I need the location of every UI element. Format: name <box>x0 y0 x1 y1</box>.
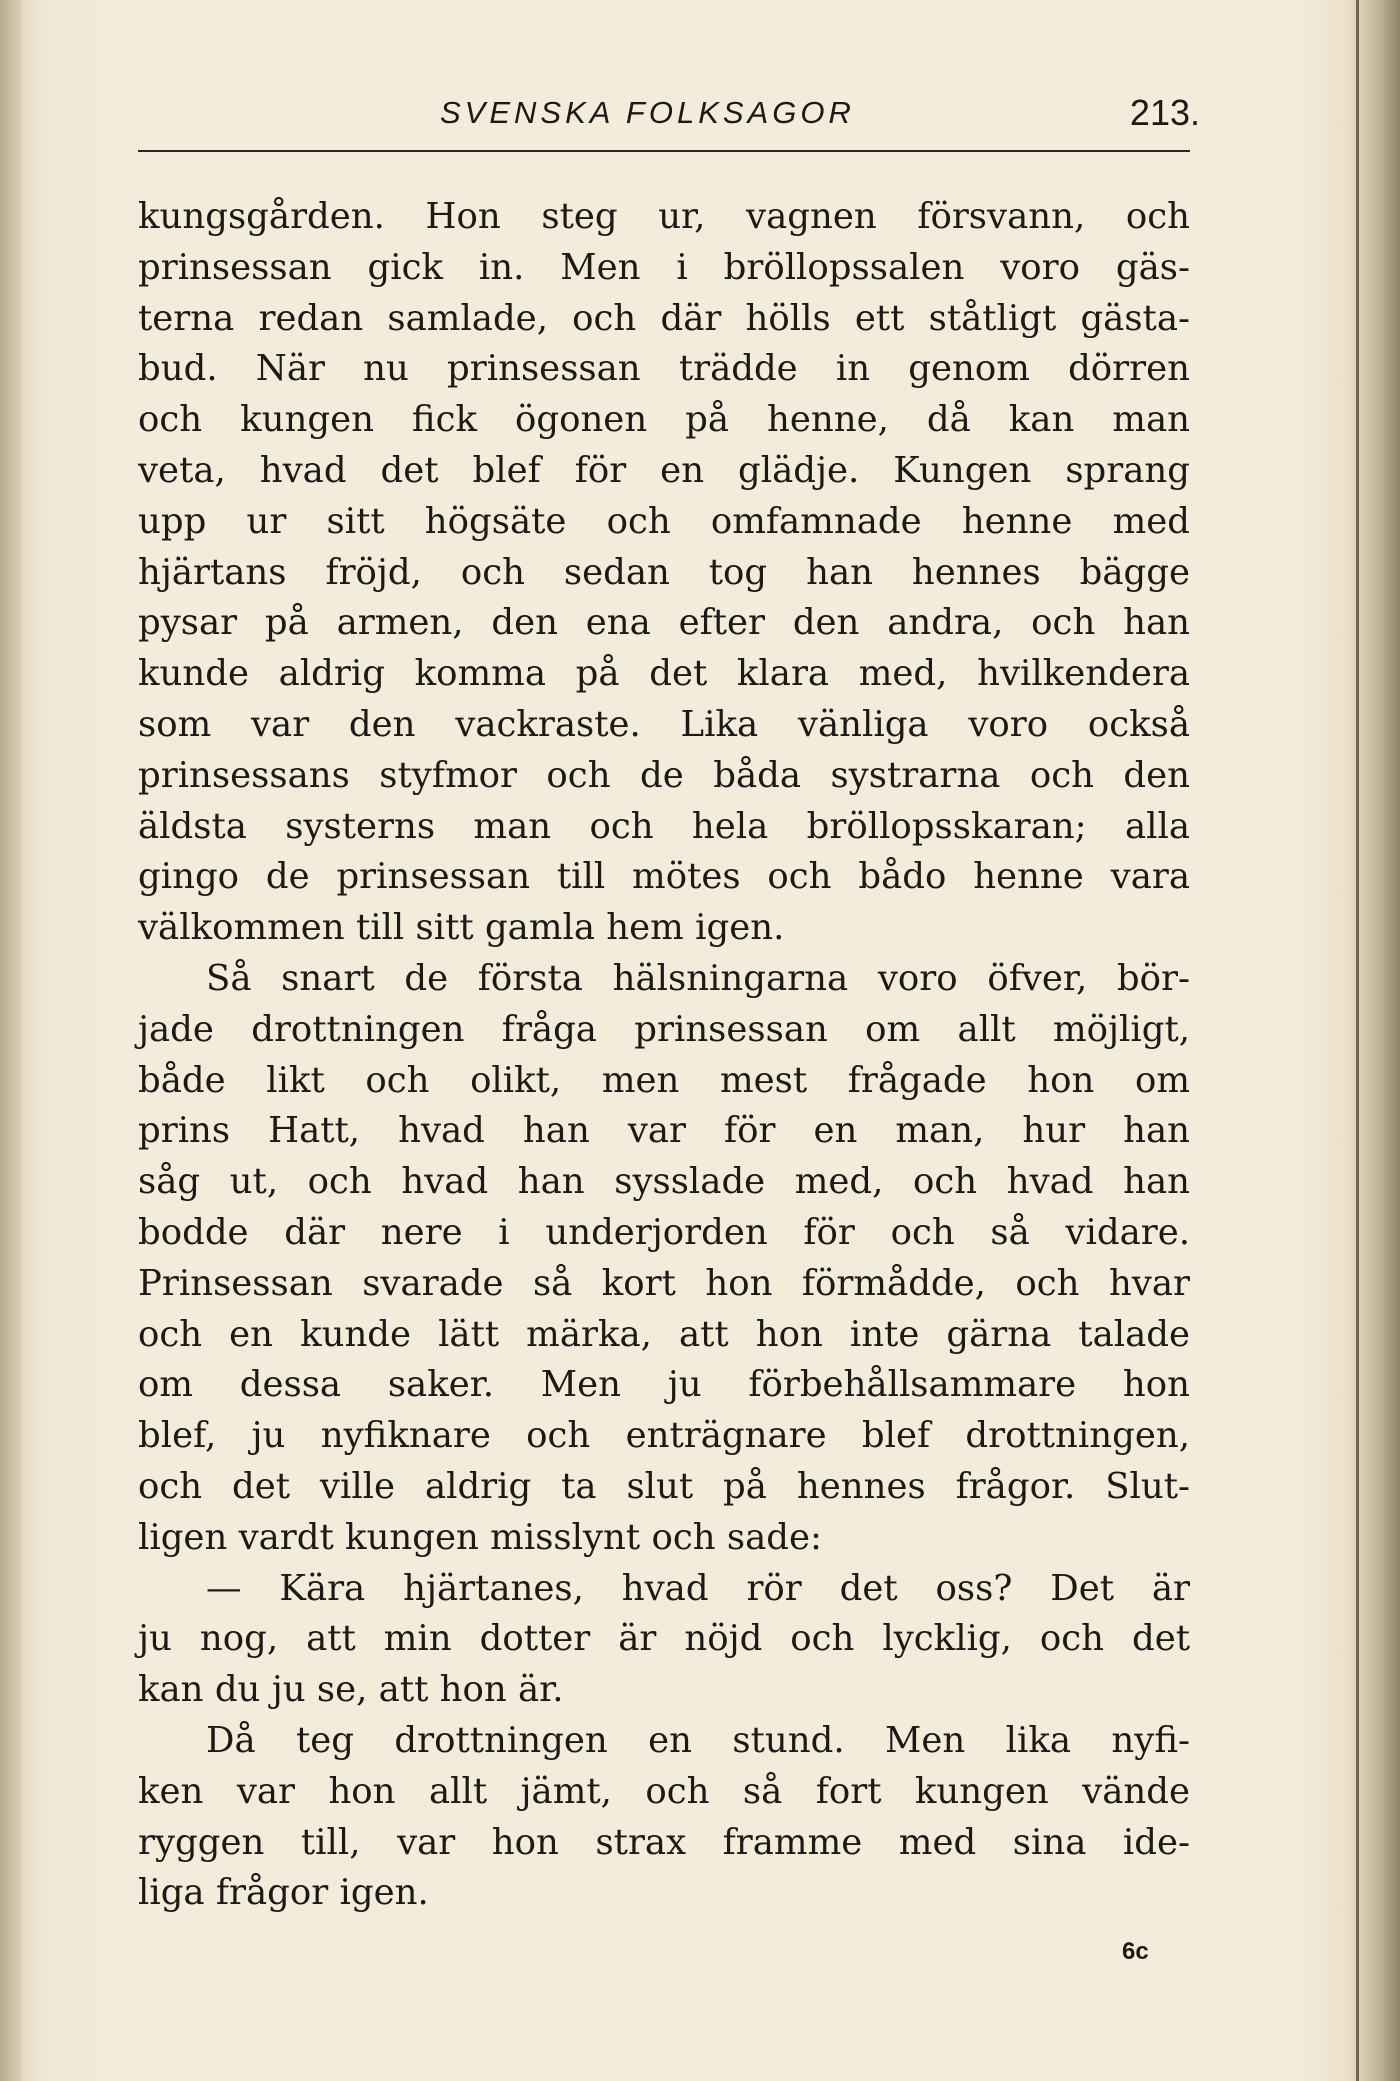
text-line: terna redan samlade, och där hölls ett ståtligt gästa- <box>138 297 1190 339</box>
text-line: kunde aldrig komma på det klara med, hvilkendera <box>138 653 1190 695</box>
text-line: som var den vackraste. Lika vänliga voro också <box>138 703 1190 745</box>
header-rule <box>138 150 1190 152</box>
text-line: jade drottningen fråga prinsessan om allt möjligt, <box>138 1008 1190 1050</box>
text-line: såg ut, och hvad han sysslade med, och hvad han <box>138 1161 1190 1203</box>
text-line: om dessa saker. Men ju förbehållsammare hon <box>138 1364 1190 1406</box>
text-line: prinsessans styfmor och de båda systrarna och den <box>138 754 1190 796</box>
text-line: liga frågor igen. <box>138 1872 429 1914</box>
text-line: Så snart de första hälsningarna voro öfver, bör- <box>206 957 1190 999</box>
page-edge-line <box>1356 0 1359 2081</box>
text-line: Prinsessan svarade så kort hon förmådde, och hvar <box>138 1262 1190 1304</box>
text-line: och det ville aldrig ta slut på hennes frågor. Slut- <box>138 1465 1190 1507</box>
text-line: gingo de prinsessan till mötes och bådo henne vara <box>138 856 1190 898</box>
text-line: bodde där nere i underjorden för och så vidare. <box>138 1211 1190 1253</box>
text-line: upp ur sitt högsäte och omfamnade henne med <box>138 500 1190 542</box>
text-line: ken var hon allt jämt, och så fort kungen vände <box>138 1770 1190 1812</box>
text-line: hjärtans fröjd, och sedan tog han hennes bägge <box>138 551 1190 593</box>
signature-mark: 6c <box>1122 1938 1149 1965</box>
text-line: prinsessan gick in. Men i bröllopssalen voro gäs- <box>138 246 1190 288</box>
text-line: och kungen fick ögonen på henne, då kan man <box>138 399 1190 441</box>
text-line: Då teg drottningen en stund. Men lika nyfi- <box>206 1719 1190 1761</box>
page-number: 213. <box>1129 92 1200 133</box>
text-line: — Kära hjärtanes, hvad rör det oss? Det är <box>206 1567 1190 1609</box>
text-line: ligen vardt kungen misslynt och sade: <box>138 1516 822 1558</box>
text-line: både likt och olikt, men mest frågade hon om <box>138 1059 1190 1101</box>
text-line: och en kunde lätt märka, att hon inte gärna talade <box>138 1313 1190 1355</box>
text-line: äldsta systerns man och hela bröllopsskaran; alla <box>138 805 1190 847</box>
text-line: kan du ju se, att hon är. <box>138 1669 564 1711</box>
text-line: pysar på armen, den ena efter den andra, och han <box>138 602 1190 644</box>
text-line: kungsgården. Hon steg ur, vagnen försvann, och <box>138 196 1190 237</box>
text-line: välkommen till sitt gamla hem igen. <box>138 907 785 949</box>
running-title: SVENSKA FOLKSAGOR <box>440 95 855 130</box>
page-binding-shadow <box>0 0 22 2081</box>
text-line: ryggen till, var hon strax framme med sina ide- <box>138 1821 1190 1863</box>
text-line: prins Hatt, hvad han var för en man, hur han <box>138 1110 1190 1152</box>
text-line: ju nog, att min dotter är nöjd och lycklig, och det <box>138 1618 1190 1660</box>
body-text <box>138 192 1190 1919</box>
text-line: blef, ju nyfiknare och enträgnare blef drottningen, <box>138 1415 1190 1457</box>
page-header <box>140 88 1200 138</box>
text-line: veta, hvad det blef för en glädje. Kungen sprang <box>138 449 1190 491</box>
text-line: bud. När nu prinsessan trädde in genom dörren <box>138 348 1190 390</box>
